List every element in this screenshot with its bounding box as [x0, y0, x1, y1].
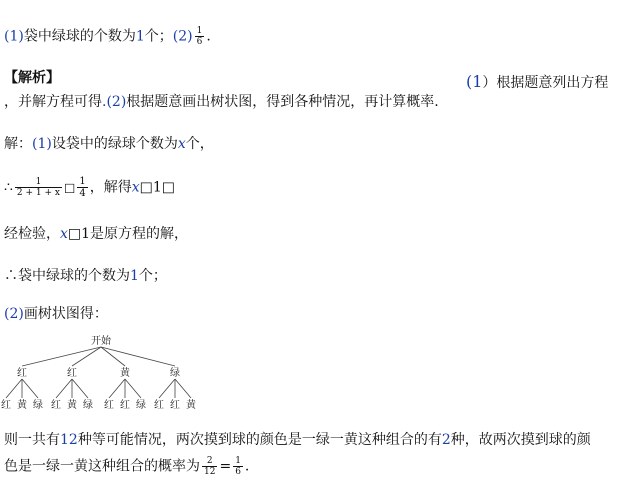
solution-prefix: 解： [4, 136, 32, 152]
tree-branch-l1 [72, 347, 101, 366]
tree-branch-l2 [22, 379, 38, 398]
tree-node-level2: 黄 [186, 400, 196, 411]
tree-node-level2: 绿 [83, 400, 93, 411]
tree-node-level2: 红 [170, 400, 180, 411]
tree-node-level2: 红 [154, 400, 164, 411]
solution-line1 [4, 134, 214, 154]
tree-intro-line [4, 304, 108, 324]
conclusion-c: 种，故两次摸到球的颜 [450, 432, 591, 448]
answer-part1-text: 袋中绿球的个数为 [23, 28, 136, 45]
solve-text: ，解得 [89, 179, 132, 196]
therefore-symbol: ∴ [4, 179, 13, 196]
analysis-title: 【解析】 [4, 70, 60, 86]
answer-part1-number: (1) [4, 28, 24, 45]
verify-text: 是原方程的解， [90, 226, 189, 242]
tree-branch-l1 [101, 347, 175, 366]
tree-intro-text: 画树状图得： [23, 306, 108, 322]
analysis-line2-a: ，并解方程可得 [4, 94, 102, 110]
equation-left-fraction: $\frac{1}{2 + 1 + x}$ [16, 177, 60, 198]
green-count-unit: 个； [138, 268, 167, 284]
analysis-line2-c: 根据题意画出树状图，得到各种情况，再计算概率 [126, 94, 435, 110]
equation-line [4, 176, 175, 199]
variable-x: x [131, 179, 140, 196]
analysis-line2-b: .(2) [102, 94, 127, 110]
conclusion-end: . [244, 458, 250, 475]
conclusion-line2 [4, 456, 249, 477]
tree-node-level1: 红 [67, 368, 77, 379]
answer-part2-number: (2) [172, 28, 193, 45]
solve-result: □1□ [139, 179, 175, 196]
variable-x: x [60, 226, 68, 242]
tree-branch-l2 [109, 379, 125, 398]
analysis-line1-text: ）根据题意列出方程 [482, 75, 609, 91]
tree-node-level2: 红 [120, 400, 130, 411]
analysis-line2-d: . [434, 94, 439, 110]
tree-diagram [0, 334, 220, 414]
tree-branch-l1 [22, 347, 101, 366]
tree-root: 开始 [91, 336, 111, 347]
solution-unit: 个， [185, 136, 214, 152]
tree-node-level2: 绿 [33, 400, 43, 411]
tree-node-level2: 红 [1, 400, 11, 411]
total-cases: 12 [60, 432, 78, 448]
tree-node-level2: 红 [51, 400, 61, 411]
verify-line [4, 224, 188, 244]
answer-part1-unit: 个； [144, 28, 173, 45]
analysis-line2 [4, 92, 439, 112]
solution-part1-number: (1) [32, 136, 52, 152]
tree-branch-l2 [125, 379, 141, 398]
solution-text: 设袋中的绿球个数为 [51, 136, 178, 152]
tree-branch-l2 [56, 379, 72, 398]
tree-node-level1: 黄 [120, 368, 130, 379]
tree-node-level2: 红 [104, 400, 114, 411]
conclusion-a: 则一共有 [4, 432, 60, 448]
part2-number: (2) [4, 306, 24, 322]
green-count-line [4, 266, 167, 286]
verify-value: □1 [67, 226, 91, 242]
tree-node-level2: 黄 [17, 400, 27, 411]
answer-line [4, 26, 211, 47]
variable-x: x [177, 136, 186, 152]
tree-branch-l2 [159, 379, 175, 398]
verify-prefix: 经检验， [4, 226, 60, 242]
green-count-number: 1 [130, 268, 139, 284]
favorable-cases: 2 [441, 432, 451, 448]
tree-node-level1: 绿 [170, 368, 180, 379]
answer-green-count: 1 [135, 28, 145, 45]
conclusion-b: 种等可能情况，两次摸到球的颜色是一绿一黄这种组合的有 [77, 432, 442, 448]
green-count-text: ∴袋中绿球的个数为 [4, 268, 130, 284]
tree-node-level2: 绿 [136, 400, 146, 411]
equation-right-fraction: $\frac{1}{4}$ [79, 176, 86, 199]
circled-one: (1 [466, 72, 483, 91]
equals-sign: = [219, 458, 232, 475]
tree-node-level2: 黄 [67, 400, 77, 411]
answer-end: . [206, 28, 211, 45]
tree-node-level1: 红 [17, 368, 27, 379]
probability-fraction-2: $\frac{1}{6}$ [235, 456, 241, 477]
conclusion-d: 色是一绿一黄这种组合的概率为 [4, 458, 200, 475]
analysis-line1-tail [466, 72, 608, 93]
equals-placeholder: □ [63, 180, 76, 195]
tree-branch-l2 [72, 379, 88, 398]
answer-fraction: $\frac{1}{6}$ [196, 26, 203, 47]
tree-branch-l2 [6, 379, 22, 398]
conclusion-line1 [4, 430, 591, 450]
tree-branch-l2 [175, 379, 191, 398]
probability-fraction-1: $\frac{2}{12}$ [204, 456, 216, 477]
